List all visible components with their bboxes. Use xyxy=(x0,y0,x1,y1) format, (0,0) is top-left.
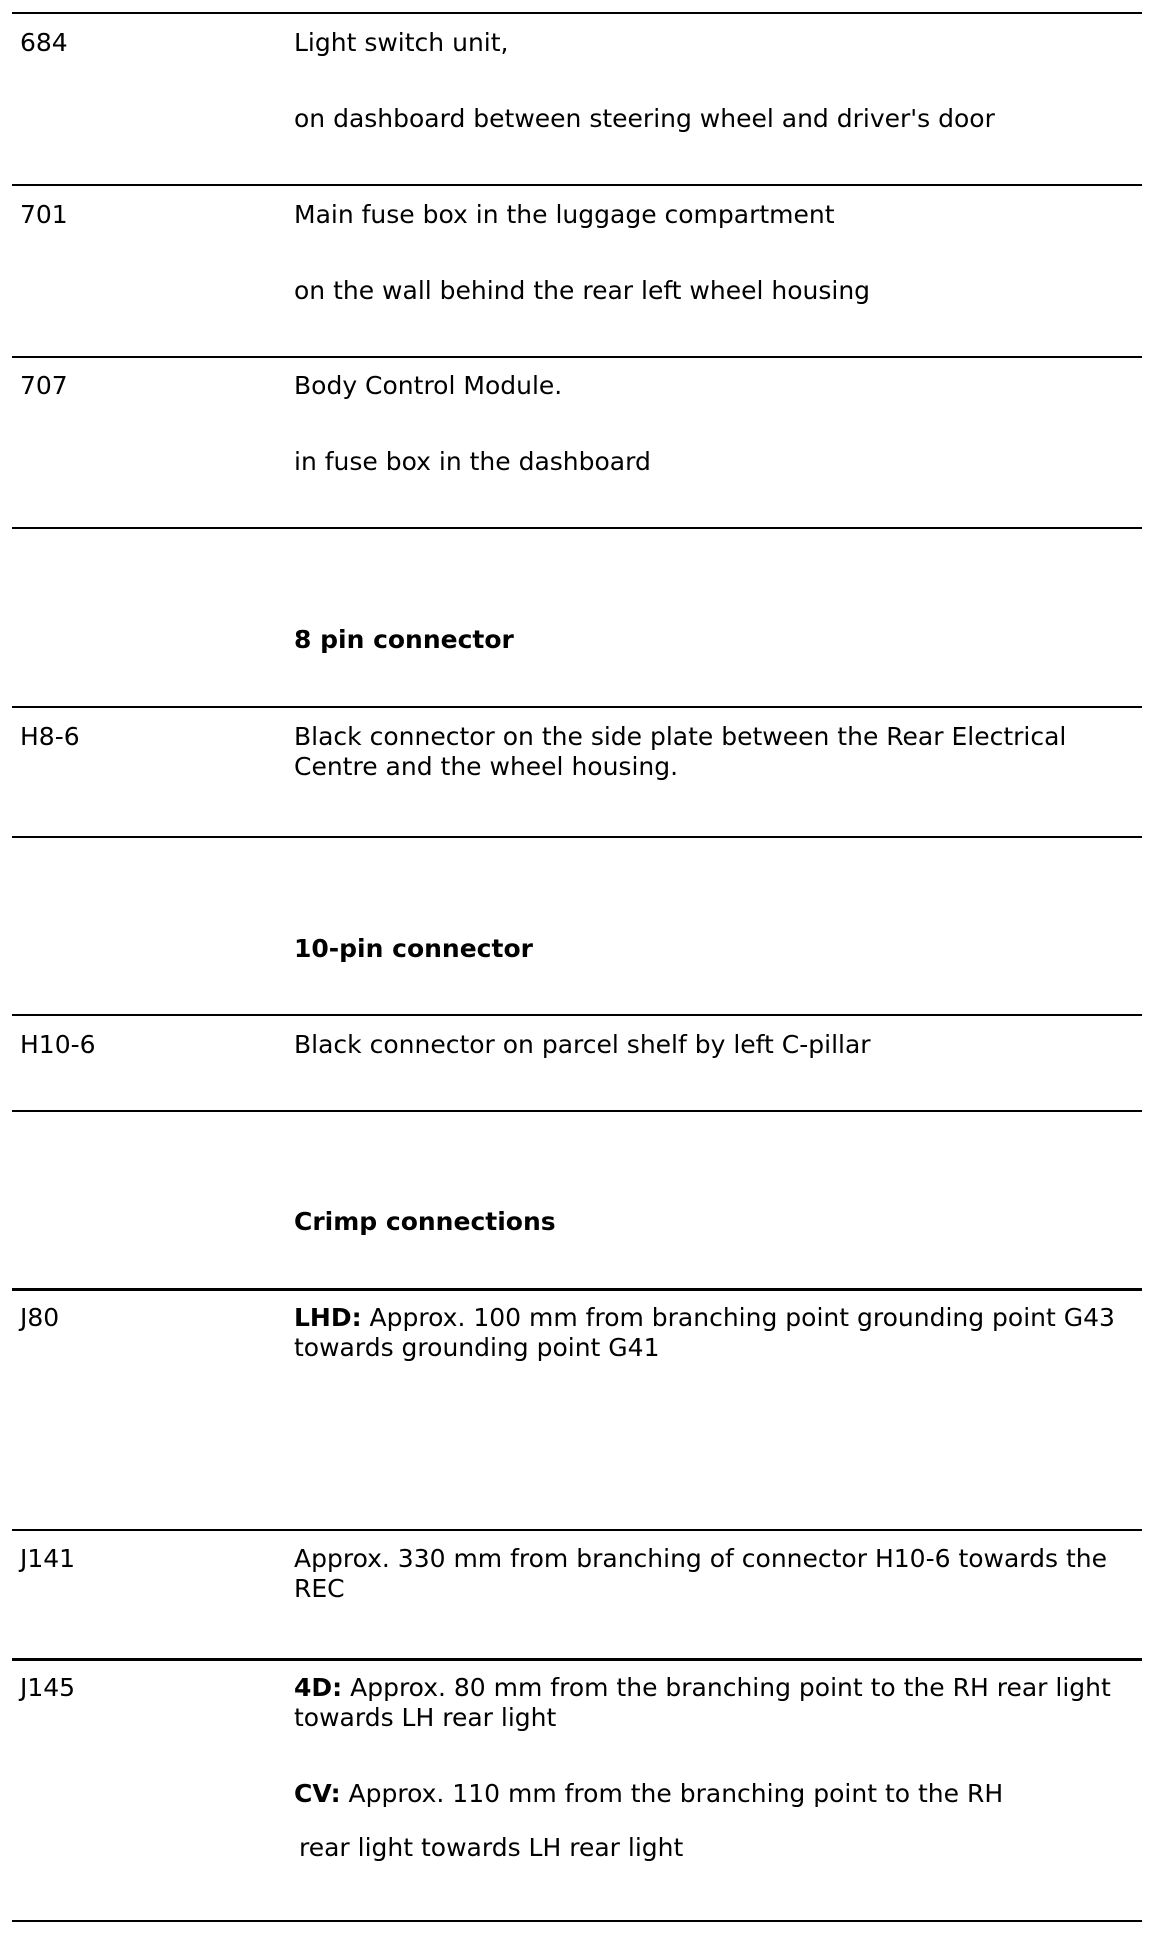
description-line: Light switch unit, xyxy=(294,28,509,57)
table-rule xyxy=(12,12,1142,14)
component-description-701 xyxy=(294,200,1139,306)
description-line xyxy=(294,1779,1139,1809)
table-rule xyxy=(12,1529,1142,1531)
component-description-j80 xyxy=(294,1303,1139,1363)
table-rule xyxy=(12,836,1142,838)
section-heading-8-pin: 8 pin connector xyxy=(294,625,514,654)
component-description-707 xyxy=(294,371,1139,477)
table-rule xyxy=(12,706,1142,708)
component-description-h8-6: Black connector on the side plate between the Rear Electrical Centre and the wheel housing. xyxy=(294,722,1067,781)
component-code-j145: J145 xyxy=(20,1673,76,1702)
table-rule xyxy=(12,1658,1142,1661)
component-code-j141: J141 xyxy=(20,1544,76,1573)
component-code-j80: J80 xyxy=(20,1303,60,1332)
description-text: Approx. 80 mm from the branching point to the RH rear light towards LH rear light xyxy=(294,1673,1111,1732)
description-line: Main fuse box in the luggage compartment xyxy=(294,200,835,229)
description-line: in fuse box in the dashboard xyxy=(294,447,651,476)
component-code-684: 684 xyxy=(20,28,68,57)
table-rule xyxy=(12,1920,1142,1922)
component-description-j141: Approx. 330 mm from branching of connector H10-6 towards the REC xyxy=(294,1544,1108,1603)
component-description-684 xyxy=(294,28,1139,134)
description-line xyxy=(294,1673,1139,1733)
component-description-j145 xyxy=(294,1673,1139,1863)
table-rule xyxy=(12,1110,1142,1112)
description-text: Approx. 100 mm from branching point grounding point G43 towards grounding point G41 xyxy=(294,1303,1115,1362)
variant-prefix-lhd: LHD: xyxy=(294,1303,362,1332)
component-code-707: 707 xyxy=(20,371,68,400)
table-rule xyxy=(12,184,1142,186)
variant-prefix-4d: 4D: xyxy=(294,1673,343,1702)
description-line: Body Control Module. xyxy=(294,371,563,400)
component-code-h8-6: H8-6 xyxy=(20,722,80,751)
section-heading-10-pin: 10-pin connector xyxy=(294,934,533,963)
table-rule xyxy=(12,1014,1142,1016)
component-code-h10-6: H10-6 xyxy=(20,1030,96,1059)
description-text: Approx. 110 mm from the branching point to the RH xyxy=(340,1779,1004,1808)
description-line: on the wall behind the rear left wheel housing xyxy=(294,276,871,305)
component-code-701: 701 xyxy=(20,200,68,229)
description-line: on dashboard between steering wheel and driver's door xyxy=(294,104,995,133)
variant-prefix-cv: CV: xyxy=(294,1779,341,1808)
table-rule xyxy=(12,1288,1142,1291)
table-rule xyxy=(12,356,1142,358)
component-description-h10-6: Black connector on parcel shelf by left C-pillar xyxy=(294,1030,871,1059)
table-rule xyxy=(12,527,1142,529)
section-heading-crimp: Crimp connections xyxy=(294,1207,556,1236)
description-line: rear light towards LH rear light xyxy=(299,1833,684,1862)
